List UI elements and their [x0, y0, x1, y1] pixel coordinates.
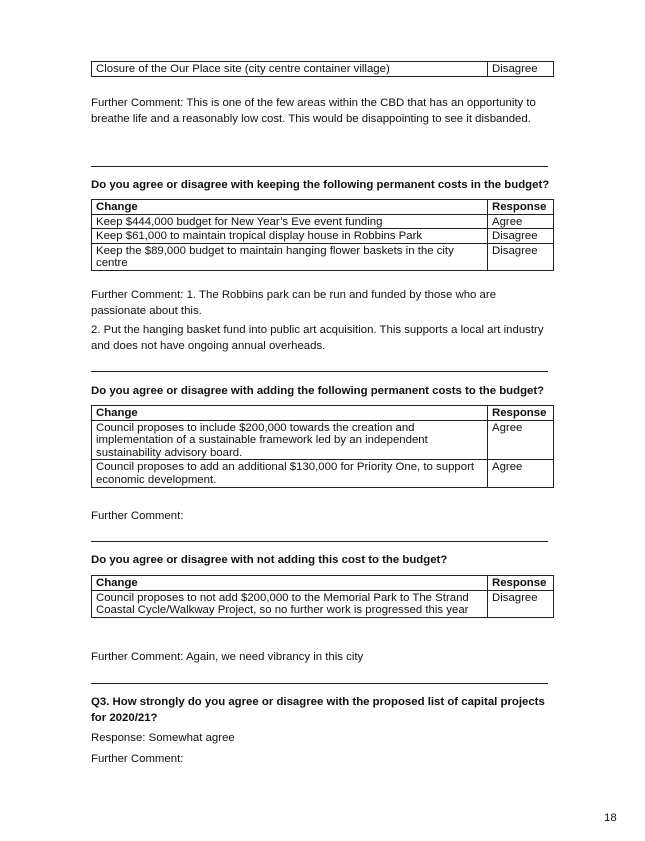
response-cell: Disagree	[488, 590, 554, 617]
keep-costs-table	[91, 199, 554, 271]
change-cell: Keep the $89,000 budget to maintain hanging flower baskets in the city centre	[92, 243, 488, 270]
change-cell: Keep $61,000 to maintain tropical display house in Robbins Park	[92, 229, 488, 244]
further-comment-add: Further Comment:	[91, 510, 184, 522]
further-comment-keep-1: Further Comment: 1. The Robbins park can be run and funded by those who are passionate about this.	[91, 289, 497, 317]
response-cell: Disagree	[488, 62, 554, 77]
q3-further-comment: Further Comment:	[91, 753, 184, 765]
change-cell: Closure of the Our Place site (city centre container village)	[92, 62, 488, 77]
our-place-table	[91, 61, 554, 77]
column-header-change: Change	[92, 200, 488, 215]
table-header-row	[92, 406, 554, 421]
question-add-costs: Do you agree or disagree with adding the following permanent costs to the budget?	[91, 385, 545, 397]
column-header-response: Response	[488, 200, 554, 215]
change-cell: Council proposes to include $200,000 towards the creation and implementation of a sustainable framework led by an independent sustainability advisory board.	[92, 420, 488, 460]
response-cell: Disagree	[488, 229, 554, 244]
change-cell: Keep $444,000 budget for New Year’s Eve event funding	[92, 214, 488, 229]
add-costs-table	[91, 405, 554, 488]
table-row	[92, 214, 554, 229]
page-number: 18	[604, 812, 617, 824]
q3-response: Response: Somewhat agree	[91, 732, 235, 744]
not-add-cost-table	[91, 575, 554, 618]
table-row	[92, 590, 554, 617]
response-cell: Disagree	[488, 243, 554, 270]
response-cell: Agree	[488, 460, 554, 487]
question-keep-costs: Do you agree or disagree with keeping the following permanent costs in the budget?	[91, 179, 550, 191]
table-header-row	[92, 200, 554, 215]
column-header-change: Change	[92, 406, 488, 421]
response-cell: Agree	[488, 214, 554, 229]
table-row	[92, 62, 554, 77]
table-row	[92, 460, 554, 487]
change-cell: Council proposes to not add $200,000 to the Memorial Park to The Strand Coastal Cycle/Walkway Project, so no further work is progressed this year	[92, 590, 488, 617]
column-header-change: Change	[92, 576, 488, 591]
table-row	[92, 420, 554, 460]
divider	[91, 683, 548, 684]
column-header-response: Response	[488, 406, 554, 421]
question-not-add-cost: Do you agree or disagree with not adding this cost to the budget?	[91, 554, 448, 566]
column-header-response: Response	[488, 576, 554, 591]
further-comment-our-place: Further Comment: This is one of the few areas within the CBD that has an opportunity to breathe life and a reasonably low cost. This would be disappointing to see it disbanded.	[91, 97, 536, 125]
table-row	[92, 229, 554, 244]
divider	[91, 166, 548, 167]
change-cell: Council proposes to add an additional $130,000 for Priority One, to support economic development.	[92, 460, 488, 487]
response-cell: Agree	[488, 420, 554, 460]
further-comment-not-add: Further Comment: Again, we need vibrancy in this city	[91, 651, 364, 663]
divider	[91, 371, 548, 372]
table-row	[92, 243, 554, 270]
divider	[91, 541, 548, 542]
further-comment-keep-2: 2. Put the hanging basket fund into public art acquisition. This supports a local art industry and does not have ongoing annual overheads.	[91, 324, 544, 352]
table-header-row	[92, 576, 554, 591]
question-q3: Q3. How strongly do you agree or disagree with the proposed list of capital projects for 2020/21?	[91, 696, 545, 724]
